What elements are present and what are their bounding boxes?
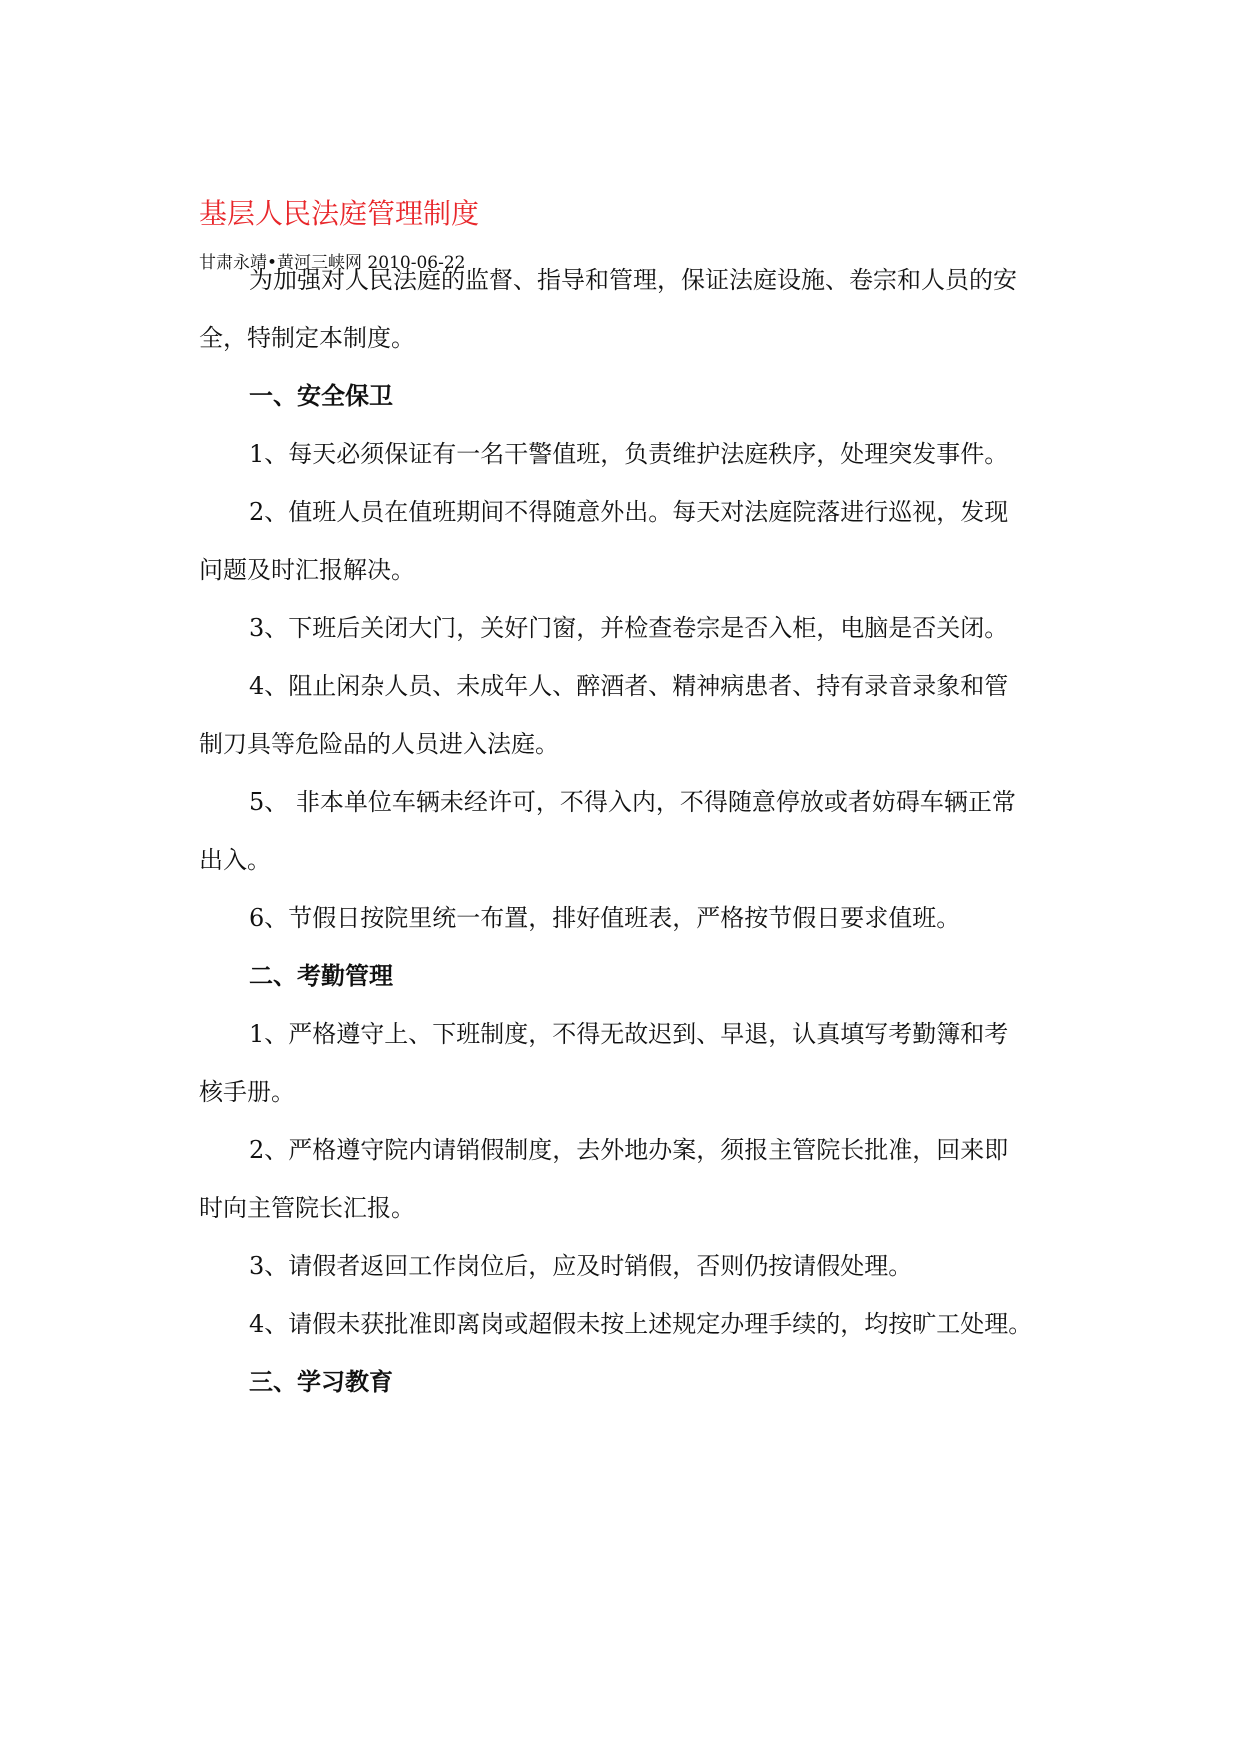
paragraph-line: 1、每天必须保证有一名干警值班，负责维护法庭秩序，处理突发事件。 — [249, 440, 1009, 468]
paragraph-line: 4、请假未获批准即离岗或超假未按上述规定办理手续的，均按旷工处理。 — [249, 1310, 1033, 1338]
paragraph-line: 3、下班后关闭大门，关好门窗，并检查卷宗是否入柜，电脑是否关闭。 — [249, 614, 1009, 642]
document-title: 基层人民法庭管理制度 — [199, 197, 480, 230]
paragraph-line: 2、严格遵守院内请销假制度，去外地办案，须报主管院长批准，回来即 — [249, 1136, 1009, 1164]
section-heading: 二、考勤管理 — [249, 961, 393, 990]
paragraph-line: 问题及时汇报解决。 — [199, 556, 415, 584]
paragraph-line: 2、值班人员在值班期间不得随意外出。每天对法庭院落进行巡视，发现 — [249, 498, 1009, 526]
paragraph-line: 为加强对人民法庭的监督、指导和管理，保证法庭设施、卷宗和人员的安 — [249, 266, 1017, 294]
section-heading: 三、学习教育 — [249, 1367, 393, 1396]
paragraph-line: 制刀具等危险品的人员进入法庭。 — [199, 730, 559, 758]
paragraph-line: 出入。 — [199, 846, 271, 874]
section-heading: 一、安全保卫 — [249, 381, 393, 410]
paragraph-line: 3、请假者返回工作岗位后，应及时销假，否则仍按请假处理。 — [249, 1252, 913, 1280]
paragraph-line: 5、 非本单位车辆未经许可，不得入内，不得随意停放或者妨碍车辆正常 — [249, 788, 1016, 816]
paragraph-line: 4、阻止闲杂人员、未成年人、醉酒者、精神病患者、持有录音录象和管 — [249, 672, 1009, 700]
paragraph-line: 1、严格遵守上、下班制度，不得无故迟到、早退，认真填写考勤簿和考 — [249, 1020, 1009, 1048]
paragraph-line: 核手册。 — [199, 1078, 295, 1106]
paragraph-line: 时向主管院长汇报。 — [199, 1194, 415, 1222]
source-line: 甘肃永靖•黄河三峡网 2010-06-22 — [199, 253, 466, 273]
paragraph-line: 6、节假日按院里统一布置，排好值班表，严格按节假日要求值班。 — [249, 904, 961, 932]
paragraph-line: 全，特制定本制度。 — [199, 324, 415, 352]
